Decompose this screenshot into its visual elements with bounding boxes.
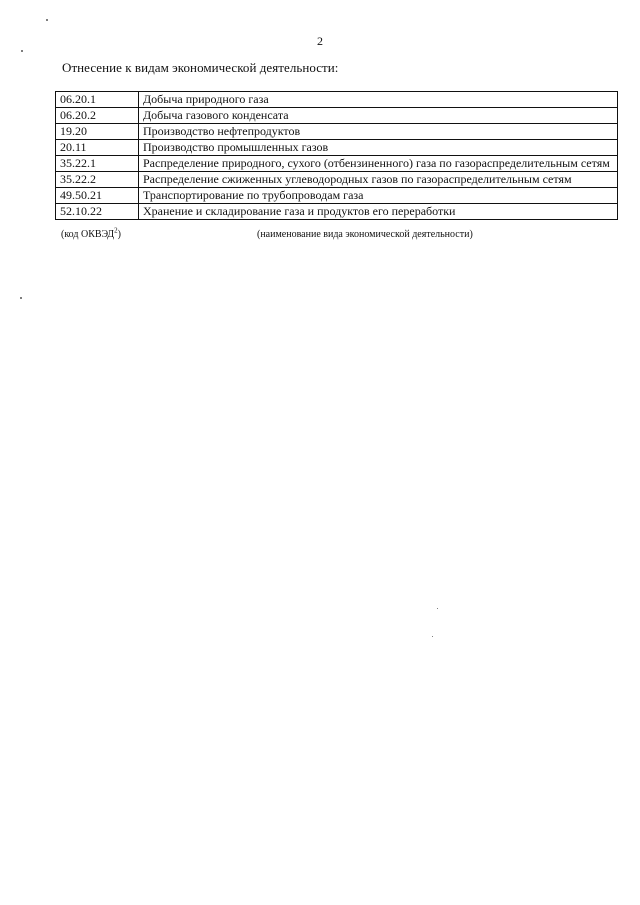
scan-speck [46, 19, 48, 21]
table-row [56, 92, 618, 108]
table-row [56, 188, 618, 204]
table-row [56, 156, 618, 172]
name-caption: (наименование вида экономической деятельности) [257, 229, 473, 240]
okved-code-cell: 19.20 [56, 124, 139, 140]
okved-code-cell: 52.10.22 [56, 204, 139, 220]
scan-speck [437, 608, 438, 609]
table-row [56, 172, 618, 188]
code-caption-close: ) [117, 229, 121, 240]
okved-table-body [56, 92, 618, 220]
scan-speck [21, 50, 23, 52]
section-heading: Отнесение к видам экономической деятельности: [62, 60, 339, 75]
okved-code-cell: 06.20.1 [56, 92, 139, 108]
activity-name-cell: Добыча газового конденсата [139, 108, 618, 124]
activity-name-cell: Добыча природного газа [139, 92, 618, 108]
okved-code-cell: 06.20.2 [56, 108, 139, 124]
table-row [56, 140, 618, 156]
okved-table [55, 91, 618, 220]
table-row [56, 124, 618, 140]
code-caption-label: (код ОКВЭД [61, 229, 115, 240]
table-captions [55, 226, 611, 243]
code-caption-footnote-mark: 2 [114, 226, 118, 235]
activity-name-cell: Распределение природного, сухого (отбензиненного) газа по газораспределительным сетям [139, 156, 618, 172]
okved-code-cell: 20.11 [56, 140, 139, 156]
activity-name-cell: Производство нефтепродуктов [139, 124, 618, 140]
activity-name-cell: Распределение сжиженных углеводородных газов по газораспределительным сетям [139, 172, 618, 188]
code-caption [61, 226, 121, 241]
okved-code-cell: 49.50.21 [56, 188, 139, 204]
table-row [56, 108, 618, 124]
activity-name-cell: Производство промышленных газов [139, 140, 618, 156]
activity-name-cell: Транспортирование по трубопроводам газа [139, 188, 618, 204]
okved-code-cell: 35.22.1 [56, 156, 139, 172]
table-row [56, 204, 618, 220]
scan-speck [20, 297, 22, 299]
scan-speck [432, 636, 433, 637]
page-number: 2 [317, 34, 323, 48]
activity-name-cell: Хранение и складирование газа и продуктов его переработки [139, 204, 618, 220]
okved-code-cell: 35.22.2 [56, 172, 139, 188]
